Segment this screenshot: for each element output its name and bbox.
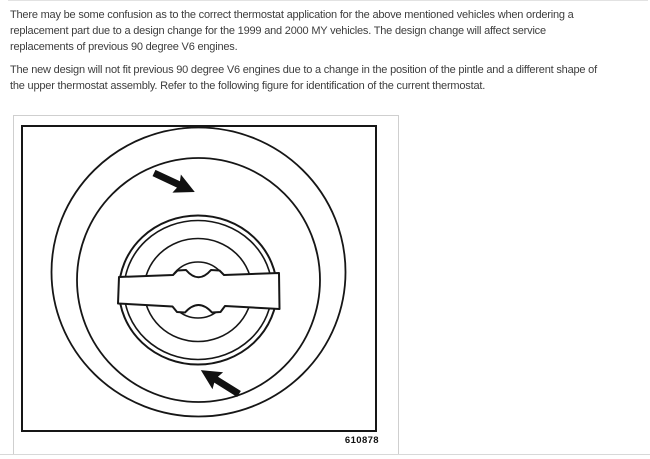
- thermostat-bridge: [118, 270, 280, 313]
- thermostat-outer-rings: [52, 128, 346, 417]
- paragraph-2: The new design will not fit previous 90 degree V6 engines due to a change in the position of the pintle and a different shape of the upper thermostat assembly. Refer to the following figure for identification of the current thermostat.: [10, 64, 597, 92]
- figure-number: 610878: [344, 435, 379, 446]
- thermostat-drawing: [23, 127, 375, 430]
- figure-panel: [13, 115, 399, 455]
- thermostat-figure-frame: [21, 125, 377, 432]
- arrow-up-left-icon: [196, 362, 245, 403]
- body-text: [10, 7, 612, 101]
- top-divider: [8, 0, 648, 1]
- arrow-down-right-icon: [150, 164, 199, 201]
- bottom-divider: [0, 454, 650, 455]
- paragraph-1: There may be some confusion as to the correct thermostat application for the above mentioned vehicles when ordering a replacement part due to a design change for the 1999 and 2000 MY vehicles. The design change will affect service replacements of previous 90 degree V6 engines.: [10, 9, 574, 53]
